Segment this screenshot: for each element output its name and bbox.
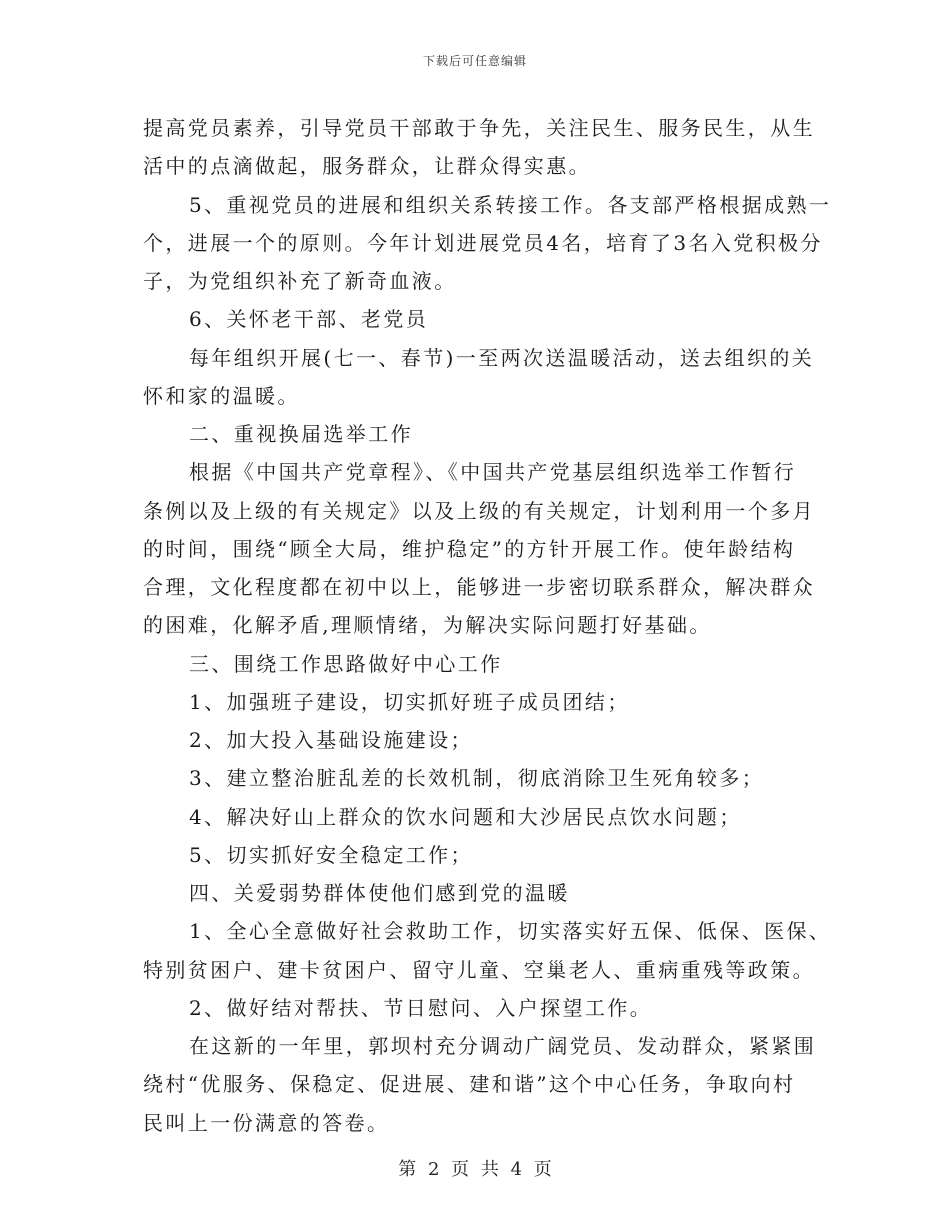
text-line: 民叫上一份满意的答卷。 — [143, 1110, 390, 1135]
text-line: 根据《中国共产党章程》、《中国共产党基层组织选举工作暂行 — [189, 460, 797, 485]
text-line: 3、建立整治脏乱差的长效机制，彻底消除卫生死角较多； — [189, 766, 765, 791]
text-line: 三、围绕工作思路做好中心工作 — [189, 651, 503, 676]
text-line: 2、加大投入基础设施建设； — [189, 728, 473, 752]
text-line: 四、关爱弱势群体使他们感到党的温暖 — [189, 881, 570, 905]
text-line: 条例以及上级的有关规定》以及上级的有关规定，计划利用一个多月 — [143, 498, 815, 523]
document-body — [143, 109, 832, 1142]
text-line: 5、切实抓好安全稳定工作； — [189, 842, 473, 867]
text-line: 每年组织开展(七一、春节)一至两次送温暖活动，送去组织的关 — [189, 345, 815, 370]
text-line: 2、做好结对帮扶、节日慰问、入户探望工作。 — [189, 995, 653, 1020]
text-line: 活中的点滴做起，服务群众，让群众得实惠。 — [143, 154, 591, 179]
text-line: 子，为党组织补充了新奇血液。 — [143, 269, 457, 293]
text-line: 1、全心全意做好社会救助工作，切实落实好五保、低保、医保、 — [189, 919, 832, 944]
page-number-footer: 第 2 页 共 4 页 — [398, 1159, 552, 1180]
text-line: 的时间，围绕“顾全大局，维护稳定”的方针开展工作。使年龄结构 — [143, 536, 796, 561]
text-line: 5、重视党员的进展和组织关系转接工作。各支部严格根据成熟一 — [189, 192, 832, 217]
text-line: 的困难，化解矛盾,理顺情绪，为解决实际问题打好基础。 — [143, 613, 712, 638]
page-header-note: 下载后可任意编辑 — [422, 54, 527, 68]
text-line: 提高党员素养，引导党员干部敢于争先，关注民生、服务民生，从生 — [143, 116, 815, 140]
text-line: 怀和家的温暖。 — [143, 383, 300, 408]
text-line: 个，进展一个的原则。今年计划进展党员4名，培育了3名入党积极分 — [143, 230, 823, 255]
text-line: 二、重视换届选举工作 — [189, 422, 413, 446]
text-line: 在这新的一年里，郭坝村充分调动广阔党员、发动群众，紧紧围 — [189, 1034, 817, 1058]
text-line: 绕村“优服务、保稳定、促进展、建和谐”这个中心任务，争取向村 — [143, 1072, 796, 1097]
text-line: 4、解决好山上群众的饮水问题和大沙居民点饮水问题； — [189, 804, 742, 829]
text-line: 6、关怀老干部、老党员 — [189, 307, 429, 332]
text-line: 1、加强班子建设，切实抓好班子成员团结； — [189, 689, 630, 714]
text-line: 合理，文化程度都在初中以上，能够进一步密切联系群众，解决群众 — [143, 575, 815, 599]
text-line: 特别贫困户、建卡贫困户、留守儿童、空巢老人、重病重残等政策。 — [143, 957, 815, 982]
